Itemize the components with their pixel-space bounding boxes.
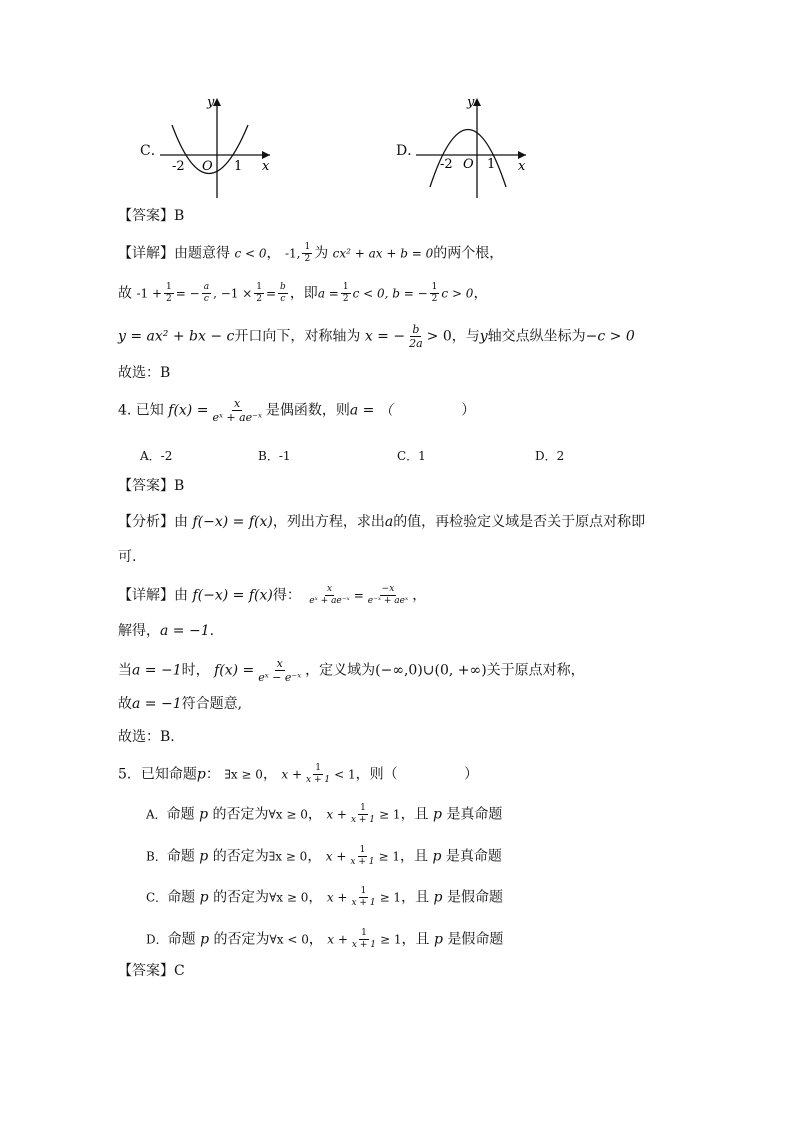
q4-text: . [209, 623, 215, 639]
q3-select: 故选：B [118, 365, 171, 381]
q5-math: ∃x ≥ 0 [224, 767, 263, 782]
q5-math: p [199, 806, 209, 823]
q5-text: 5．已知命题 [118, 766, 197, 783]
q5-text: 是真命题 [445, 848, 502, 865]
q3-answer: 【答案】B [118, 208, 185, 224]
q3-math: a = [317, 286, 339, 301]
graph-d-label: D． [396, 143, 422, 159]
q4-text: 时， [181, 662, 210, 679]
q4-detail [118, 584, 426, 607]
q5-math: ∀x < 0 [269, 932, 309, 947]
q5-math: ∀x ≥ 0 [268, 807, 308, 822]
graph-d-y-label: y [467, 95, 475, 110]
q4-text: 的值，再检验定义域是否关于原点对称即 [393, 514, 646, 530]
q4-text: 由 [174, 514, 188, 530]
q5-option-d [146, 928, 503, 951]
q3-equation: cx² + ax + b = 0 [332, 246, 434, 261]
q5-math: x + [325, 849, 347, 864]
q5-option-c [146, 886, 503, 909]
q5-text: ： [205, 766, 220, 783]
q5-math: x + [326, 890, 348, 905]
q5-math: ∃x ≥ 0 [268, 849, 308, 864]
q5-math: < 1 [334, 767, 356, 782]
q3-text: 轴交点纵坐标为 [487, 328, 586, 345]
q5-text: ， [308, 931, 323, 948]
q4-fraction: $\frac{-x}{\text{e⁻ˣ + aeˣ}}$ [367, 584, 409, 606]
q5-math: p [199, 889, 209, 906]
q3-text: 的两个根， [433, 245, 504, 262]
graph-d-parabola [416, 92, 536, 202]
q4-math: f(−x) = f(x) [192, 587, 273, 604]
q3-text: 故 [118, 285, 132, 302]
q4-fraction: $\frac{x}{\text{eˣ − e⁻ˣ}}$ [258, 657, 302, 684]
q5-text: ） [464, 766, 479, 783]
graph-d-tick-1: 1 [487, 157, 496, 172]
q5-text: 是假命题 [447, 931, 504, 948]
graph-c-label: C． [140, 143, 165, 159]
q5-text: 是真命题 [446, 806, 503, 823]
q4-answer: 【答案】B [118, 478, 185, 494]
q5-math: ≥ 1 [379, 890, 402, 905]
q3-fraction: $\frac{1}{2}$ [304, 242, 311, 264]
q4-analysis [118, 513, 645, 531]
graph-c-tick-neg2: -2 [172, 159, 185, 174]
q3-detail-tag: 【详解】 [118, 245, 174, 262]
q4-math: f(x) = [168, 402, 209, 419]
graph-c-origin: O [202, 159, 213, 174]
q5-math: x + [281, 767, 303, 782]
q4-text: ， [412, 587, 427, 604]
graph-c-tick-1: 1 [234, 159, 243, 174]
q3-math: c < 0, b = − [352, 286, 428, 301]
q4-select: 故选：B. [118, 729, 175, 745]
q3-text: ，即 [289, 285, 318, 302]
q4-text: 故 [118, 696, 132, 712]
q3-detail-text: 由题意得 [174, 245, 230, 262]
q5-text: ，则（ [355, 766, 398, 783]
q5-text: ，且 [400, 806, 429, 823]
q4-analysis-cont: 可. [118, 549, 137, 565]
q4-option-c: C．1 [397, 449, 426, 463]
q5-option-letter: B． [146, 849, 167, 864]
q4-text: 得： [272, 587, 301, 604]
q4-fraction: $\frac{x}{\text{eˣ + ae⁻ˣ}}$ [212, 397, 262, 424]
q5-math: p [199, 848, 209, 865]
q4-option-b: B．-1 [258, 449, 291, 463]
q5-answer: 【答案】C [118, 963, 185, 979]
q5-fraction: $\frac{1}{x + 1}$ [351, 928, 376, 950]
q5-text: 命题 [167, 931, 196, 948]
q4-math: f(−x) = f(x) [192, 514, 273, 530]
q5-text: 命题 [167, 889, 196, 906]
q5-option-letter: D． [146, 932, 168, 947]
q5-fraction: $\frac{1}{x + 1}$ [306, 763, 331, 785]
q4-when [118, 657, 585, 684]
q5-text: 是假命题 [446, 889, 503, 906]
q3-fraction: $\frac{1}{2}$ [431, 282, 438, 304]
q4-text: 关于原点对称， [486, 662, 585, 679]
q5-math: x + [327, 932, 348, 947]
graph-d-x-label: x [518, 159, 526, 174]
q4-ok [118, 695, 242, 713]
q3-math: −c > 0 [585, 328, 635, 345]
q3-fraction: $\frac{b}{2a}$ [409, 323, 423, 350]
q5-text: ， [262, 766, 277, 783]
q4-text: 当 [118, 662, 132, 679]
q3-detail-line1 [118, 242, 503, 265]
q3-fraction: $\frac{b}{c}$ [280, 282, 286, 304]
q5-text: ，且 [400, 848, 428, 865]
q5-math: p [433, 931, 443, 948]
q4-math: a = （ [349, 402, 393, 419]
q4-text: 解得， [118, 623, 160, 639]
q4-text: 由 [174, 587, 188, 604]
q4-solve [118, 622, 214, 640]
q5-option-a [146, 803, 502, 826]
q5-math: ∀x ≥ 0 [269, 890, 309, 905]
q4-math: a [384, 514, 394, 530]
graph-d-origin: O [463, 157, 474, 172]
q4-math: a = −1 [132, 696, 182, 712]
q3-math: = [265, 286, 277, 301]
graph-c-parabola [160, 92, 280, 202]
q3-fraction: $\frac{1}{2}$ [342, 282, 349, 304]
q5-text: 的否定为 [213, 931, 270, 948]
q5-text: ， [307, 848, 322, 865]
q4-text: 4. 已知 [118, 402, 164, 419]
q3-fraction: $\frac{a}{c}$ [203, 282, 210, 304]
q4-text: 是偶函数，则 [265, 402, 350, 419]
q4-math: (−∞,0)∪(0, +∞) [375, 662, 487, 679]
q5-text: ，且 [401, 889, 430, 906]
q5-math: x + [326, 807, 347, 822]
q5-text: ， [308, 889, 323, 906]
q3-math: , −1 × [213, 286, 253, 301]
q4-math: a = −1 [160, 623, 210, 639]
q5-text: ，且 [401, 931, 430, 948]
q5-math: p [433, 806, 442, 823]
q4-detail-tag: 【详解】 [118, 587, 174, 604]
q3-detail-line2 [118, 282, 487, 305]
q3-math: c > 0 [441, 286, 474, 301]
q5-math: ≥ 1 [380, 932, 402, 947]
q4-math: a = −1 [132, 662, 182, 679]
q5-text: 命题 [166, 806, 195, 823]
q3-text: ，与 [451, 328, 480, 345]
q3-sep: ， [266, 245, 281, 262]
q5-fraction: $\frac{1}{x + 1}$ [350, 803, 376, 825]
q4-text: ，定义域为 [305, 662, 376, 679]
q5-text: 的否定为 [212, 848, 269, 865]
q5-text: 命题 [166, 848, 195, 865]
graph-d-tick-neg2: -2 [440, 157, 453, 172]
q3-detail-line3 [118, 323, 635, 350]
q3-text: ， [473, 285, 488, 302]
q5-math: ≥ 1 [378, 849, 400, 864]
q3-fraction: $\frac{1}{2}$ [166, 282, 172, 304]
q5-text: ， [307, 806, 322, 823]
q4-math: f(x) = [214, 662, 255, 679]
q5-option-letter: A． [146, 807, 167, 822]
q4-option-a: A．-2 [140, 449, 173, 463]
graph-c-y-label: y [207, 95, 215, 110]
q4-fraction: $\frac{x}{\text{eˣ + ae⁻ˣ}}$ [309, 584, 350, 606]
q5-option-b [146, 845, 502, 868]
q3-math: -1, [284, 246, 301, 261]
q4-stem [118, 397, 475, 424]
q3-math: > 0 [426, 328, 452, 345]
q5-math: p [432, 848, 442, 865]
graph-c-x-label: x [262, 159, 270, 174]
q4-analysis-tag: 【分析】 [118, 514, 174, 530]
q5-math: p [433, 889, 443, 906]
q3-math: x = − [364, 328, 406, 345]
q5-math: p [200, 931, 210, 948]
q3-text: 为 [314, 245, 329, 262]
q4-text: ） [461, 402, 476, 419]
q5-fraction: $\frac{1}{x + 1}$ [350, 845, 375, 867]
q3-math: y [479, 328, 488, 345]
q4-text: 符合题意, [181, 696, 243, 712]
q3-math: = − [175, 286, 200, 301]
q3-fraction: $\frac{1}{2}$ [256, 282, 262, 304]
q5-text: 的否定为 [213, 889, 270, 906]
q4-math: = [353, 588, 364, 603]
q3-text: 开口向下，对称轴为 [234, 328, 361, 345]
q5-math: ≥ 1 [379, 807, 401, 822]
q3-equation: y = ax² + bx − c [118, 328, 235, 345]
q5-text: 的否定为 [212, 806, 269, 823]
q5-math: p [196, 766, 206, 783]
q3-math: c < 0 [234, 246, 267, 261]
q4-option-d: D．2 [535, 449, 565, 463]
q3-math: -1 + [136, 286, 163, 301]
q5-option-letter: C． [146, 890, 168, 905]
q5-stem [118, 763, 478, 786]
q4-text: ，列出方程，求出 [272, 514, 385, 530]
q5-fraction: $\frac{1}{x + 1}$ [351, 886, 376, 908]
